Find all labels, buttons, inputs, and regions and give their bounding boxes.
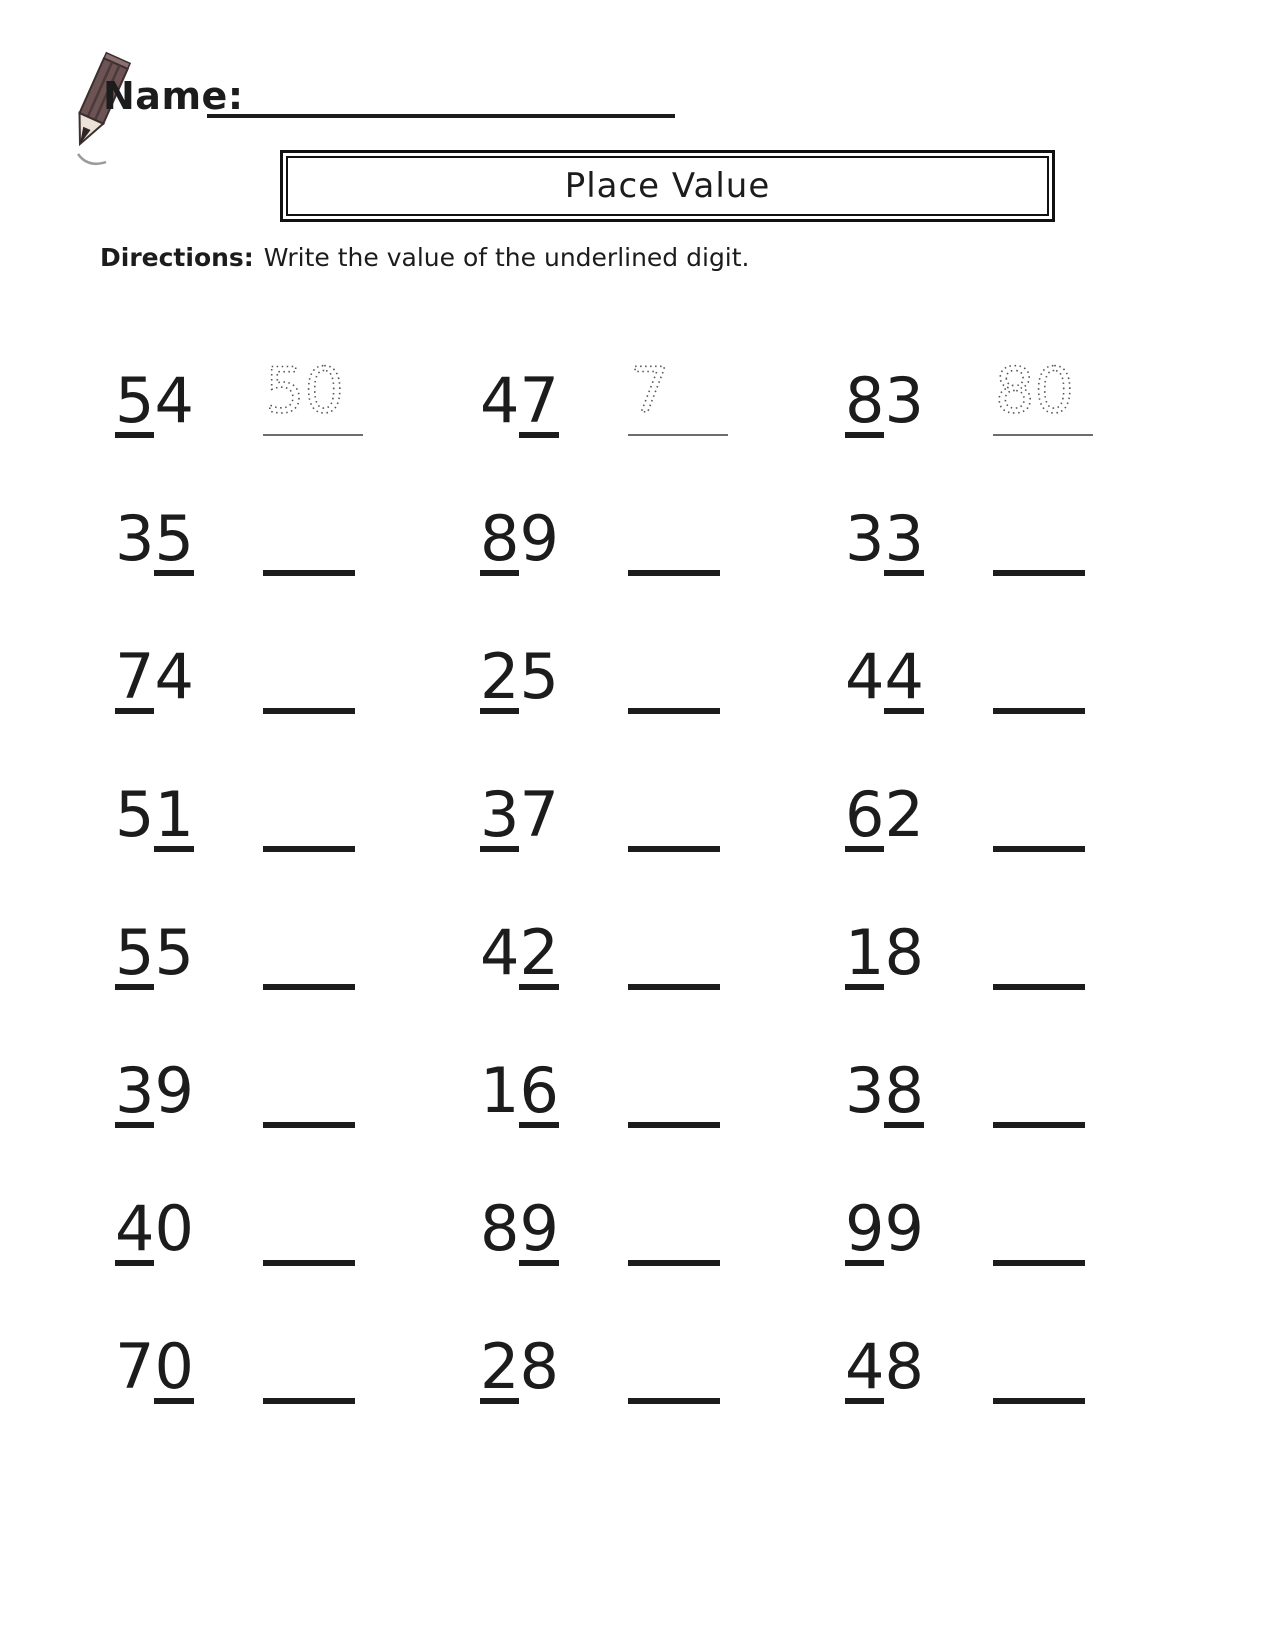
problem xyxy=(845,1192,1113,1266)
underlined-digit: 1 xyxy=(154,778,194,851)
answer-blank xyxy=(263,570,383,576)
blank-line xyxy=(263,984,355,990)
digit: 3 xyxy=(845,1054,885,1127)
digit: 1 xyxy=(480,1054,520,1127)
answer-blank xyxy=(993,1260,1113,1266)
problem xyxy=(480,640,748,714)
problem-number xyxy=(845,364,935,438)
blank-line xyxy=(263,1398,355,1404)
problem-number xyxy=(480,1054,570,1128)
digit: 7 xyxy=(115,1330,155,1403)
problem-number xyxy=(115,916,205,990)
problems-grid xyxy=(0,300,1275,1404)
problem xyxy=(115,1330,383,1404)
problem xyxy=(115,916,383,990)
underlined-digit: 2 xyxy=(480,640,520,713)
problem-row xyxy=(0,438,1275,576)
problem xyxy=(480,346,748,438)
problem xyxy=(480,1192,748,1266)
title-box xyxy=(280,150,1055,222)
traced-answer xyxy=(628,346,748,438)
problem-number xyxy=(480,1330,570,1404)
digit: 9 xyxy=(154,1054,194,1127)
digit: 4 xyxy=(154,364,194,437)
blank-line xyxy=(263,708,355,714)
problem xyxy=(115,346,383,438)
underlined-digit: 9 xyxy=(519,1192,559,1265)
problem-number xyxy=(115,640,205,714)
digit: 4 xyxy=(480,916,520,989)
underlined-digit: 7 xyxy=(519,364,559,437)
name-blank-line xyxy=(207,114,675,118)
underlined-digit: 8 xyxy=(884,1054,924,1127)
blank-line xyxy=(628,1398,720,1404)
answer-blank xyxy=(993,984,1113,990)
underlined-digit: 5 xyxy=(115,916,155,989)
digit: 5 xyxy=(519,640,559,713)
problem xyxy=(845,778,1113,852)
problem-number xyxy=(480,364,570,438)
problem-number xyxy=(115,778,205,852)
underlined-digit: 2 xyxy=(480,1330,520,1403)
answer-blank xyxy=(628,984,748,990)
answer-blank xyxy=(263,708,383,714)
answer-blank xyxy=(993,1398,1113,1404)
problem-number xyxy=(845,1330,935,1404)
problem-number xyxy=(845,916,935,990)
underlined-digit: 1 xyxy=(845,916,885,989)
underlined-digit: 4 xyxy=(845,1330,885,1403)
digit: 5 xyxy=(154,916,194,989)
problem xyxy=(845,502,1113,576)
digit: 8 xyxy=(884,1330,924,1403)
digit: 3 xyxy=(845,502,885,575)
problem-row xyxy=(0,1128,1275,1266)
digit: 8 xyxy=(480,1192,520,1265)
underlined-digit: 8 xyxy=(480,502,520,575)
blank-line xyxy=(993,708,1085,714)
problem-number xyxy=(480,1192,570,1266)
problem-number xyxy=(845,1054,935,1128)
problem-row xyxy=(0,576,1275,714)
problem-number xyxy=(480,778,570,852)
problem-number xyxy=(845,502,935,576)
problem xyxy=(480,778,748,852)
problem xyxy=(115,640,383,714)
answer-blank xyxy=(263,846,383,852)
blank-line xyxy=(993,570,1085,576)
underlined-digit: 5 xyxy=(154,502,194,575)
directions-label: Directions: xyxy=(100,243,254,272)
problem-row xyxy=(0,990,1275,1128)
answer-blank xyxy=(628,708,748,714)
problem xyxy=(480,1054,748,1128)
blank-line xyxy=(628,708,720,714)
digit: 4 xyxy=(154,640,194,713)
answer-blank xyxy=(628,570,748,576)
underlined-digit: 6 xyxy=(519,1054,559,1127)
problem-number xyxy=(480,502,570,576)
digit: 2 xyxy=(884,778,924,851)
underlined-digit: 3 xyxy=(480,778,520,851)
name-label: Name: xyxy=(103,74,244,118)
blank-line xyxy=(628,984,720,990)
traced-answer-svg xyxy=(263,346,383,438)
problem xyxy=(845,640,1113,714)
problem xyxy=(845,346,1113,438)
blank-line xyxy=(628,846,720,852)
svg-text:7: 7 xyxy=(630,354,670,427)
blank-line xyxy=(993,1122,1085,1128)
answer-blank xyxy=(628,1122,748,1128)
title-box-inner xyxy=(286,156,1049,216)
svg-text:80: 80 xyxy=(995,354,1074,427)
problem xyxy=(115,502,383,576)
underlined-digit: 2 xyxy=(519,916,559,989)
blank-line xyxy=(993,1260,1085,1266)
problem-row xyxy=(0,300,1275,438)
digit: 5 xyxy=(115,778,155,851)
problem-number xyxy=(845,1192,935,1266)
answer-blank xyxy=(263,1398,383,1404)
blank-line xyxy=(263,1260,355,1266)
digit: 4 xyxy=(845,640,885,713)
problem-row xyxy=(0,714,1275,852)
svg-text:50: 50 xyxy=(265,354,344,427)
answer-blank xyxy=(628,1398,748,1404)
directions xyxy=(100,243,750,272)
traced-answer-svg xyxy=(993,346,1113,438)
digit: 8 xyxy=(519,1330,559,1403)
problem-row xyxy=(0,852,1275,990)
underlined-digit: 6 xyxy=(845,778,885,851)
blank-line xyxy=(628,570,720,576)
traced-answer xyxy=(263,346,383,438)
problem xyxy=(480,502,748,576)
blank-line xyxy=(263,570,355,576)
problem xyxy=(845,1330,1113,1404)
underlined-digit: 4 xyxy=(884,640,924,713)
digit: 9 xyxy=(519,502,559,575)
directions-text: Write the value of the underlined digit. xyxy=(263,243,750,272)
digit: 0 xyxy=(154,1192,194,1265)
digit: 7 xyxy=(519,778,559,851)
problem-number xyxy=(480,640,570,714)
underlined-digit: 9 xyxy=(845,1192,885,1265)
blank-line xyxy=(993,1398,1085,1404)
problem xyxy=(115,1054,383,1128)
underlined-digit: 5 xyxy=(115,364,155,437)
page-title: Place Value xyxy=(564,166,771,206)
answer-blank xyxy=(993,846,1113,852)
underlined-digit: 3 xyxy=(884,502,924,575)
underlined-digit: 8 xyxy=(845,364,885,437)
answer-blank xyxy=(263,1122,383,1128)
digit: 4 xyxy=(480,364,520,437)
underlined-digit: 4 xyxy=(115,1192,155,1265)
traced-answer xyxy=(993,346,1113,438)
digit: 3 xyxy=(884,364,924,437)
blank-line xyxy=(993,984,1085,990)
underlined-digit: 3 xyxy=(115,1054,155,1127)
problem-number xyxy=(845,778,935,852)
blank-line xyxy=(628,1260,720,1266)
answer-blank xyxy=(993,1122,1113,1128)
blank-line xyxy=(263,846,355,852)
digit: 3 xyxy=(115,502,155,575)
blank-line xyxy=(993,846,1085,852)
answer-blank xyxy=(263,984,383,990)
answer-blank xyxy=(993,708,1113,714)
answer-blank xyxy=(993,570,1113,576)
blank-line xyxy=(628,1122,720,1128)
problem xyxy=(480,916,748,990)
problem xyxy=(845,916,1113,990)
problem-number xyxy=(845,640,935,714)
underlined-digit: 7 xyxy=(115,640,155,713)
digit: 8 xyxy=(884,916,924,989)
problem-number xyxy=(480,916,570,990)
answer-blank xyxy=(628,1260,748,1266)
problem-number xyxy=(115,1330,205,1404)
problem-number xyxy=(115,502,205,576)
problem xyxy=(115,1192,383,1266)
answer-blank xyxy=(628,846,748,852)
problem-number xyxy=(115,1054,205,1128)
problem xyxy=(845,1054,1113,1128)
digit: 9 xyxy=(884,1192,924,1265)
problem-number xyxy=(115,364,205,438)
answer-blank xyxy=(263,1260,383,1266)
problem-number xyxy=(115,1192,205,1266)
underlined-digit: 0 xyxy=(154,1330,194,1403)
problem xyxy=(115,778,383,852)
blank-line xyxy=(263,1122,355,1128)
problem xyxy=(480,1330,748,1404)
problem-row xyxy=(0,1266,1275,1404)
traced-answer-svg xyxy=(628,346,748,438)
